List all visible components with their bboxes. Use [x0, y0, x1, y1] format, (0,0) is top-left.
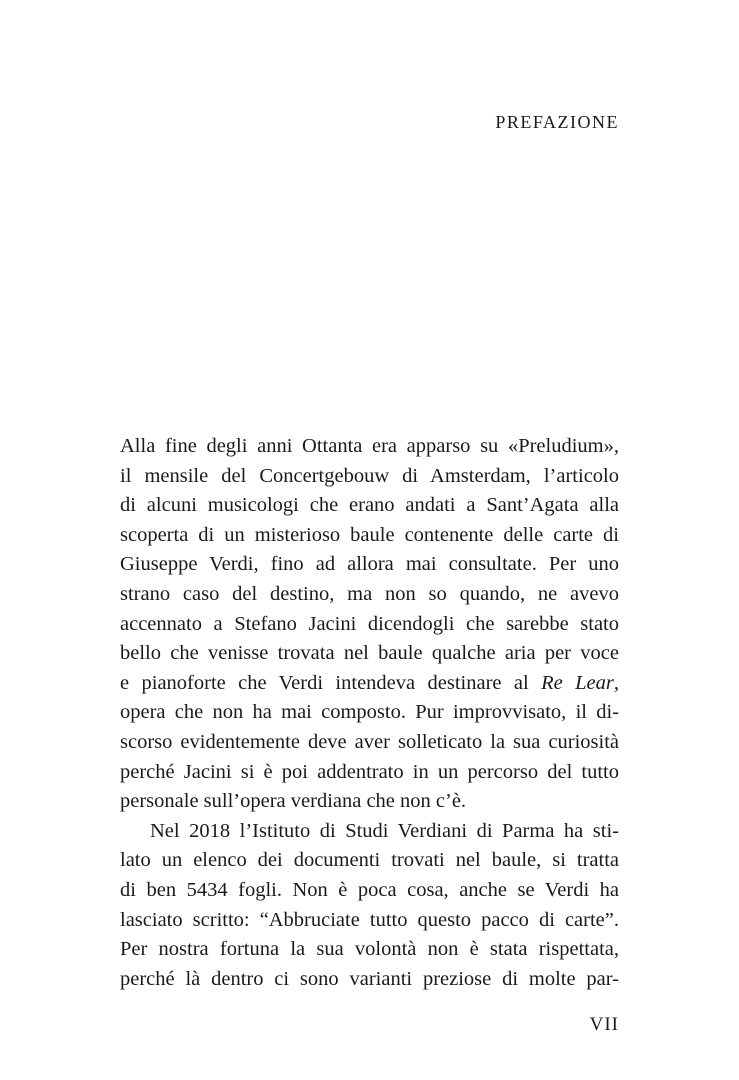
text-line	[120, 698, 619, 728]
text-line	[120, 817, 619, 847]
text-segment: e pianoforte che Verdi intendeva destinare al	[120, 671, 542, 694]
text-line	[120, 432, 619, 462]
text-line	[120, 758, 619, 788]
text-segment: Alla fine degli anni Ottanta era apparso su «Preludium»,	[120, 435, 619, 457]
text-segment: perché Jacini si è poi addentrato in un percorso del tutto	[120, 760, 619, 783]
text-line	[120, 728, 619, 758]
text-segment: scorso evidentemente deve aver solleticato la sua curiosità	[120, 730, 619, 753]
text-segment: fogli. Non è poca cosa, anche se Verdi ha	[227, 878, 620, 901]
italic-title: Re Lear	[541, 671, 614, 694]
body-text	[120, 432, 619, 994]
text-line	[120, 550, 619, 580]
text-segment: Giuseppe Verdi, fino ad allora mai consultate. Per uno	[120, 553, 619, 576]
text-line	[120, 876, 619, 906]
text-segment: Nel	[150, 819, 190, 842]
text-line	[120, 462, 619, 492]
text-line	[120, 491, 619, 521]
text-line	[120, 580, 619, 610]
text-segment: accennato a Stefano Jacini dicendogli che sarebbe stato	[120, 612, 619, 635]
text-segment: l’Istituto di Studi Verdiani di Parma ha sti-	[230, 819, 619, 842]
text-line	[120, 639, 619, 669]
text-line	[120, 935, 619, 965]
page-number: VII	[589, 1014, 619, 1035]
text-segment: ,	[613, 671, 620, 694]
text-segment: Per nostra fortuna la sua volontà non è stata rispettata,	[120, 938, 619, 961]
text-segment: bello che venisse trovata nel baule qualche aria per voce	[120, 642, 619, 665]
text-segment: lato un elenco dei documenti trovati nel baule, si tratta	[120, 849, 619, 872]
text-segment: di ben	[120, 878, 187, 901]
text-segment: scoperta di un misterioso baule contenente delle carte di	[120, 523, 619, 546]
text-segment: perché là dentro ci sono varianti preziose di molte par-	[120, 967, 619, 990]
text-line	[120, 906, 619, 936]
text-line	[120, 669, 619, 699]
text-line	[120, 610, 619, 640]
text-segment: 5434	[186, 878, 228, 901]
text-segment: 2018	[189, 819, 231, 842]
text-line	[120, 846, 619, 876]
text-segment: personale sull’opera verdiana che non c’è.	[120, 790, 467, 813]
text-segment: di alcuni musicologi che erano andati a Sant’Agata alla	[120, 494, 619, 517]
text-segment: strano caso del destino, ma non so quando, ne avevo	[120, 582, 619, 605]
text-segment: opera che non ha mai composto. Pur improvvisato, il di-	[120, 701, 619, 724]
text-line	[120, 787, 619, 817]
text-segment: il mensile del Concertgebouw di Amsterdam, l’articolo	[120, 464, 619, 487]
text-segment: lasciato scritto: “Abbruciate tutto questo pacco di carte”.	[120, 908, 619, 931]
text-line	[120, 521, 619, 551]
text-line	[120, 965, 619, 995]
running-header: PREFAZIONE	[495, 112, 619, 132]
